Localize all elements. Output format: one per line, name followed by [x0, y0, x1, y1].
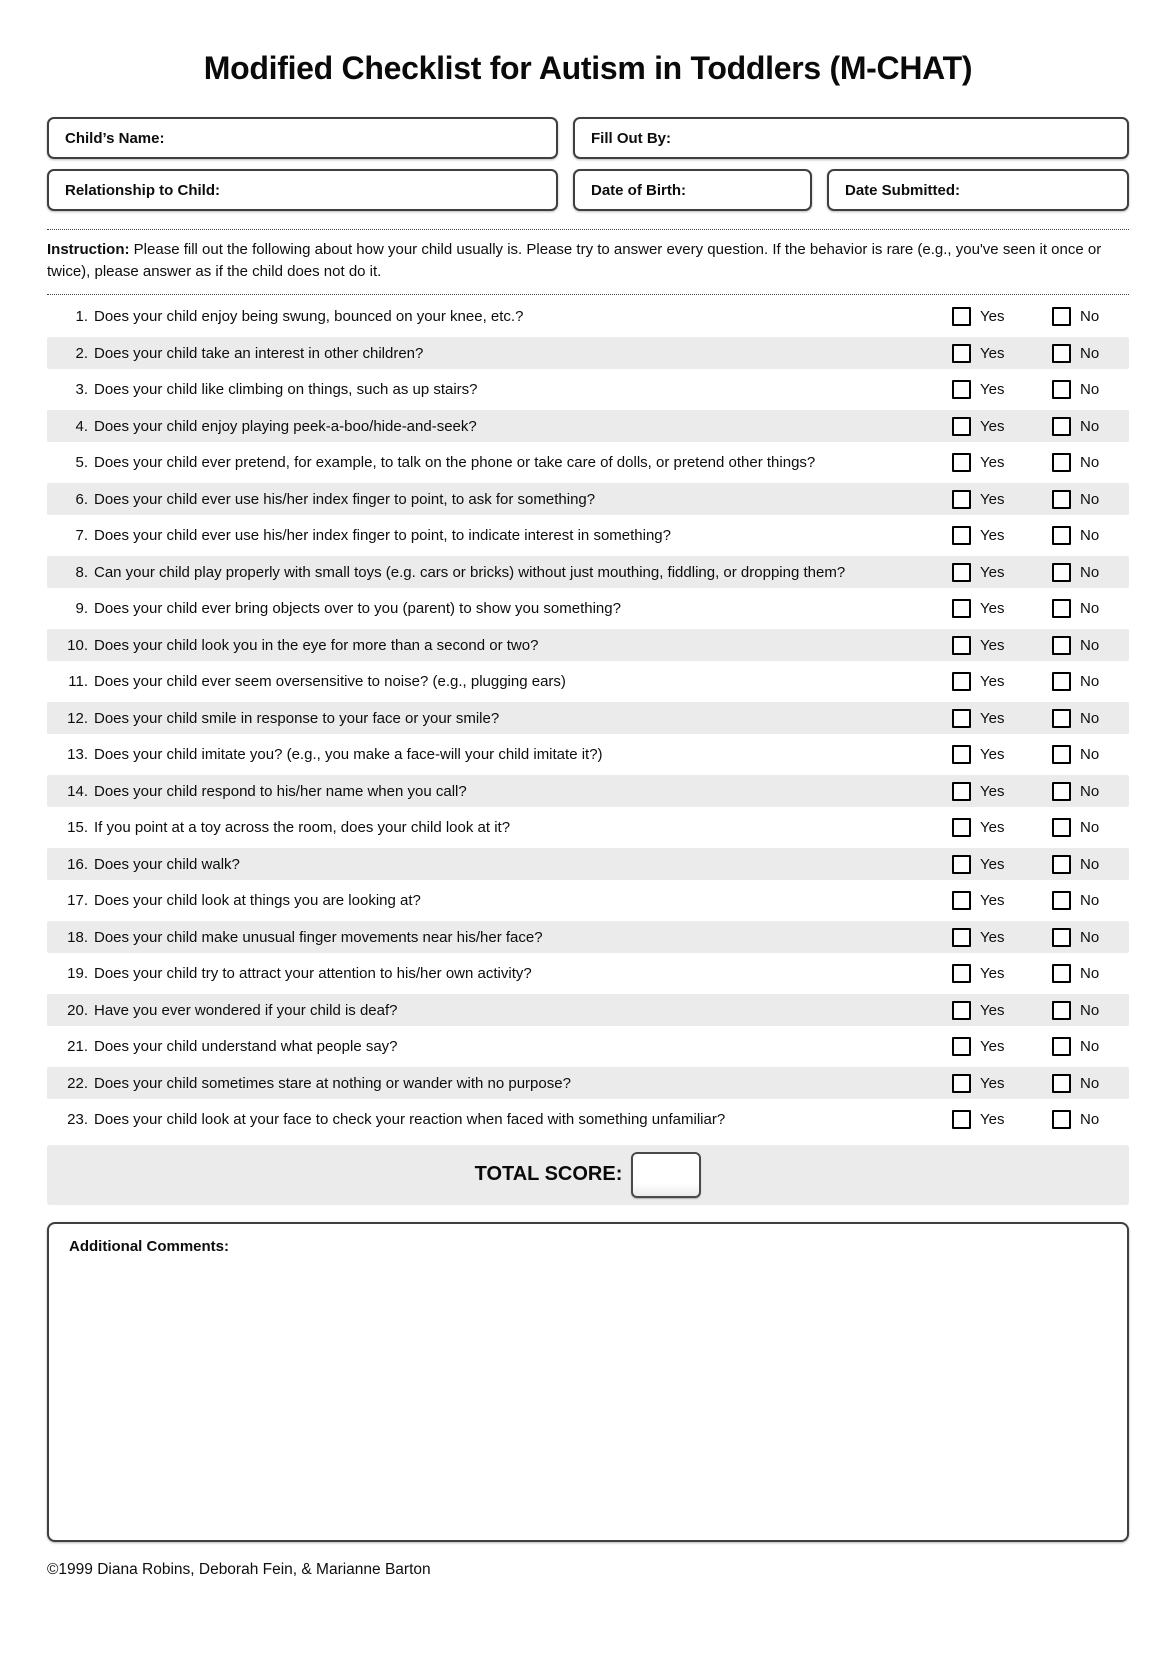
no-checkbox[interactable]: [1052, 526, 1071, 545]
no-checkbox[interactable]: [1052, 1037, 1071, 1056]
yes-label: Yes: [980, 673, 1005, 690]
question-row: [47, 994, 1129, 1026]
yes-checkbox[interactable]: [952, 709, 971, 728]
question-text: Does your child ever pretend, for example, to talk on the phone or take care of dolls, or pretend other things?: [94, 454, 816, 471]
question-row: [47, 483, 1129, 515]
question-text: Have you ever wondered if your child is deaf?: [94, 1001, 398, 1019]
mchat-form-page: [0, 50, 1176, 1579]
question-number: 3.: [75, 381, 88, 398]
yes-label: Yes: [980, 344, 1005, 362]
no-cell: [1052, 745, 1129, 764]
no-cell: [1052, 1001, 1129, 1020]
question-row: [47, 666, 1129, 698]
question-text: If you point at a toy across the room, does your child look at it?: [94, 819, 511, 836]
no-cell: [1052, 307, 1129, 326]
yes-checkbox[interactable]: [952, 1110, 971, 1129]
no-checkbox[interactable]: [1052, 745, 1071, 764]
question-text: Does your child ever use his/her index finger to point, to indicate interest in something?: [94, 527, 671, 544]
no-label: No: [1080, 819, 1100, 836]
header-fields: [47, 117, 1129, 211]
no-cell: [1052, 490, 1129, 509]
no-label: No: [1080, 1074, 1100, 1092]
no-checkbox[interactable]: [1052, 307, 1071, 326]
date-of-birth-field[interactable]: [573, 169, 812, 211]
no-label: No: [1080, 600, 1100, 617]
yes-cell: [952, 1001, 1052, 1020]
childs-name-label: Child’s Name:: [65, 129, 165, 147]
instruction-label: Instruction:: [47, 241, 130, 258]
question-row: [47, 1067, 1129, 1099]
yes-label: Yes: [980, 855, 1005, 873]
yes-checkbox[interactable]: [952, 855, 971, 874]
question-text: Does your child look at your face to check your reaction when faced with something unfamiliar?: [94, 1111, 726, 1128]
no-label: No: [1080, 709, 1100, 727]
no-cell: [1052, 453, 1129, 472]
instruction-body: Please fill out the following about how your child usually is. Please try to answer every question. If the behavior is rare (e.g., you've seen it once or twice), please answer as if the child does not do it.: [47, 241, 1102, 280]
yes-label: Yes: [980, 636, 1005, 654]
date-submitted-label: Date Submitted:: [845, 181, 961, 199]
question-number: 10.: [67, 636, 88, 654]
yes-cell: [952, 1037, 1052, 1056]
question-row: [47, 337, 1129, 369]
no-checkbox[interactable]: [1052, 563, 1071, 582]
yes-cell: [952, 526, 1052, 545]
no-label: No: [1080, 928, 1100, 946]
yes-label: Yes: [980, 1001, 1005, 1019]
no-checkbox[interactable]: [1052, 782, 1071, 801]
header-fields-row-1: [47, 117, 1129, 159]
yes-checkbox[interactable]: [952, 344, 971, 363]
no-cell: [1052, 709, 1129, 728]
fill-out-by-field[interactable]: [573, 117, 1129, 159]
no-cell: [1052, 380, 1129, 399]
question-number: 4.: [75, 417, 88, 435]
question-row: [47, 885, 1129, 917]
no-cell: [1052, 964, 1129, 983]
no-label: No: [1080, 636, 1100, 654]
yes-checkbox[interactable]: [952, 526, 971, 545]
no-cell: [1052, 928, 1129, 947]
page-title: Modified Checklist for Autism in Toddlers (M-CHAT): [203, 50, 973, 86]
no-checkbox[interactable]: [1052, 928, 1071, 947]
yes-cell: [952, 891, 1052, 910]
yes-cell: [952, 818, 1052, 837]
question-text: Does your child understand what people say?: [94, 1038, 398, 1055]
yes-checkbox[interactable]: [952, 490, 971, 509]
no-label: No: [1080, 563, 1100, 581]
yes-cell: [952, 709, 1052, 728]
yes-cell: [952, 307, 1052, 326]
yes-checkbox[interactable]: [952, 891, 971, 910]
yes-label: Yes: [980, 454, 1005, 471]
no-label: No: [1080, 782, 1100, 800]
yes-checkbox[interactable]: [952, 636, 971, 655]
no-checkbox[interactable]: [1052, 964, 1071, 983]
no-label: No: [1080, 381, 1100, 398]
yes-checkbox[interactable]: [952, 818, 971, 837]
yes-label: Yes: [980, 819, 1005, 836]
question-row: [47, 1104, 1129, 1136]
yes-label: Yes: [980, 490, 1005, 508]
yes-checkbox[interactable]: [952, 417, 971, 436]
yes-checkbox[interactable]: [952, 928, 971, 947]
no-label: No: [1080, 417, 1100, 435]
yes-checkbox[interactable]: [952, 563, 971, 582]
relationship-to-child-label: Relationship to Child:: [65, 181, 220, 199]
yes-cell: [952, 490, 1052, 509]
no-checkbox[interactable]: [1052, 709, 1071, 728]
question-number: 17.: [67, 892, 88, 909]
question-number: 9.: [75, 600, 88, 617]
question-number: 18.: [67, 928, 88, 946]
total-score-bar: [47, 1145, 1129, 1205]
yes-label: Yes: [980, 417, 1005, 435]
yes-label: Yes: [980, 527, 1005, 544]
question-text: Does your child ever bring objects over to you (parent) to show you something?: [94, 600, 621, 617]
no-label: No: [1080, 308, 1100, 325]
question-row: [47, 1031, 1129, 1063]
question-row: [47, 739, 1129, 771]
question-text: Does your child smile in response to your face or your smile?: [94, 709, 500, 727]
no-label: No: [1080, 892, 1100, 909]
header-fields-row-2: [47, 169, 1129, 211]
no-cell: [1052, 891, 1129, 910]
question-number: 8.: [75, 563, 88, 581]
question-number: 13.: [67, 746, 88, 763]
no-label: No: [1080, 855, 1100, 873]
question-text: Does your child look at things you are looking at?: [94, 892, 421, 909]
total-score-label: TOTAL SCORE:: [474, 1163, 623, 1185]
yes-cell: [952, 782, 1052, 801]
yes-checkbox[interactable]: [952, 307, 971, 326]
question-number: 2.: [75, 344, 88, 362]
question-text: Does your child respond to his/her name when you call?: [94, 782, 467, 800]
question-number: 15.: [67, 819, 88, 836]
question-number: 5.: [75, 454, 88, 471]
question-row: [47, 921, 1129, 953]
question-number: 12.: [67, 709, 88, 727]
yes-cell: [952, 599, 1052, 618]
yes-checkbox[interactable]: [952, 1001, 971, 1020]
copyright-footer: ©1999 Diana Robins, Deborah Fein, & Marianne Barton: [47, 1560, 431, 1578]
question-row: [47, 958, 1129, 990]
no-cell: [1052, 417, 1129, 436]
yes-label: Yes: [980, 1111, 1005, 1128]
yes-cell: [952, 563, 1052, 582]
yes-label: Yes: [980, 563, 1005, 581]
yes-label: Yes: [980, 381, 1005, 398]
question-row: [47, 848, 1129, 880]
question-number: 22.: [67, 1074, 88, 1092]
no-label: No: [1080, 490, 1100, 508]
question-text: Can your child play properly with small toys (e.g. cars or bricks) without just mouthing, fiddling, or dropping them?: [94, 563, 846, 581]
yes-label: Yes: [980, 782, 1005, 800]
yes-label: Yes: [980, 1074, 1005, 1092]
no-cell: [1052, 344, 1129, 363]
no-cell: [1052, 1110, 1129, 1129]
no-checkbox[interactable]: [1052, 1074, 1071, 1093]
question-number: 7.: [75, 527, 88, 544]
yes-checkbox[interactable]: [952, 782, 971, 801]
question-number: 21.: [67, 1038, 88, 1055]
question-number: 19.: [67, 965, 88, 982]
no-label: No: [1080, 965, 1100, 982]
additional-comments-label: Additional Comments:: [69, 1237, 229, 1255]
no-checkbox[interactable]: [1052, 1110, 1071, 1129]
no-cell: [1052, 563, 1129, 582]
question-row: [47, 775, 1129, 807]
question-number: 1.: [75, 308, 88, 325]
question-row: [47, 447, 1129, 479]
yes-label: Yes: [980, 928, 1005, 946]
yes-checkbox[interactable]: [952, 1074, 971, 1093]
question-row: [47, 629, 1129, 661]
question-row: [47, 301, 1129, 333]
no-label: No: [1080, 1038, 1100, 1055]
no-cell: [1052, 782, 1129, 801]
yes-cell: [952, 636, 1052, 655]
no-label: No: [1080, 527, 1100, 544]
no-checkbox[interactable]: [1052, 417, 1071, 436]
no-cell: [1052, 672, 1129, 691]
yes-cell: [952, 453, 1052, 472]
yes-cell: [952, 855, 1052, 874]
no-label: No: [1080, 1001, 1100, 1019]
yes-cell: [952, 672, 1052, 691]
question-row: [47, 410, 1129, 442]
yes-checkbox[interactable]: [952, 1037, 971, 1056]
question-number: 11.: [68, 673, 88, 690]
no-checkbox[interactable]: [1052, 818, 1071, 837]
no-checkbox[interactable]: [1052, 380, 1071, 399]
question-text: Does your child sometimes stare at nothing or wander with no purpose?: [94, 1074, 571, 1092]
no-label: No: [1080, 746, 1100, 763]
no-cell: [1052, 526, 1129, 545]
yes-cell: [952, 745, 1052, 764]
no-checkbox[interactable]: [1052, 1001, 1071, 1020]
question-number: 16.: [67, 855, 88, 873]
question-number: 14.: [67, 782, 88, 800]
question-text: Does your child try to attract your attention to his/her own activity?: [94, 965, 532, 982]
question-text: Does your child like climbing on things, such as up stairs?: [94, 381, 478, 398]
question-text: Does your child enjoy playing peek-a-boo/hide-and-seek?: [94, 417, 477, 435]
question-row: [47, 520, 1129, 552]
no-cell: [1052, 1074, 1129, 1093]
no-cell: [1052, 855, 1129, 874]
no-label: No: [1080, 344, 1100, 362]
no-checkbox[interactable]: [1052, 855, 1071, 874]
question-number: 6.: [75, 490, 88, 508]
yes-checkbox[interactable]: [952, 672, 971, 691]
yes-checkbox[interactable]: [952, 380, 971, 399]
no-cell: [1052, 1037, 1129, 1056]
no-label: No: [1080, 1111, 1100, 1128]
yes-cell: [952, 380, 1052, 399]
question-text: Does your child ever seem oversensitive to noise? (e.g., plugging ears): [94, 673, 566, 690]
yes-label: Yes: [980, 965, 1005, 982]
question-text: Does your child take an interest in other children?: [94, 344, 424, 362]
instruction-text: [47, 229, 1129, 295]
question-number: 20.: [67, 1001, 88, 1019]
question-text: Does your child look you in the eye for more than a second or two?: [94, 636, 539, 654]
question-text: Does your child imitate you? (e.g., you make a face-will your child imitate it?): [94, 746, 603, 763]
yes-label: Yes: [980, 600, 1005, 617]
yes-label: Yes: [980, 709, 1005, 727]
no-checkbox[interactable]: [1052, 344, 1071, 363]
childs-name-field[interactable]: [47, 117, 558, 159]
question-row: [47, 556, 1129, 588]
yes-label: Yes: [980, 746, 1005, 763]
question-number: 23.: [67, 1111, 88, 1128]
no-label: No: [1080, 454, 1100, 471]
question-text: Does your child walk?: [94, 855, 240, 873]
yes-cell: [952, 344, 1052, 363]
yes-label: Yes: [980, 1038, 1005, 1055]
date-of-birth-label: Date of Birth:: [591, 181, 686, 199]
date-submitted-field[interactable]: [827, 169, 1129, 211]
no-cell: [1052, 636, 1129, 655]
no-checkbox[interactable]: [1052, 490, 1071, 509]
no-cell: [1052, 599, 1129, 618]
yes-cell: [952, 417, 1052, 436]
question-row: [47, 374, 1129, 406]
total-score-input[interactable]: [631, 1152, 701, 1198]
fill-out-by-label: Fill Out By:: [591, 129, 671, 147]
relationship-to-child-field[interactable]: [47, 169, 558, 211]
question-row: [47, 702, 1129, 734]
no-checkbox[interactable]: [1052, 636, 1071, 655]
question-text: Does your child make unusual finger movements near his/her face?: [94, 928, 543, 946]
yes-cell: [952, 1110, 1052, 1129]
yes-cell: [952, 964, 1052, 983]
additional-comments-box[interactable]: [47, 1222, 1129, 1542]
yes-checkbox[interactable]: [952, 745, 971, 764]
no-checkbox[interactable]: [1052, 891, 1071, 910]
yes-cell: [952, 1074, 1052, 1093]
no-checkbox[interactable]: [1052, 599, 1071, 618]
no-cell: [1052, 818, 1129, 837]
no-checkbox[interactable]: [1052, 672, 1071, 691]
no-label: No: [1080, 673, 1100, 690]
question-row: [47, 812, 1129, 844]
yes-label: Yes: [980, 892, 1005, 909]
yes-checkbox[interactable]: [952, 453, 971, 472]
yes-cell: [952, 928, 1052, 947]
yes-checkbox[interactable]: [952, 964, 971, 983]
question-text: Does your child ever use his/her index finger to point, to ask for something?: [94, 490, 596, 508]
yes-label: Yes: [980, 308, 1005, 325]
question-text: Does your child enjoy being swung, bounced on your knee, etc.?: [94, 308, 524, 325]
no-checkbox[interactable]: [1052, 453, 1071, 472]
question-row: [47, 593, 1129, 625]
questions-list: [47, 298, 1129, 1136]
yes-checkbox[interactable]: [952, 599, 971, 618]
